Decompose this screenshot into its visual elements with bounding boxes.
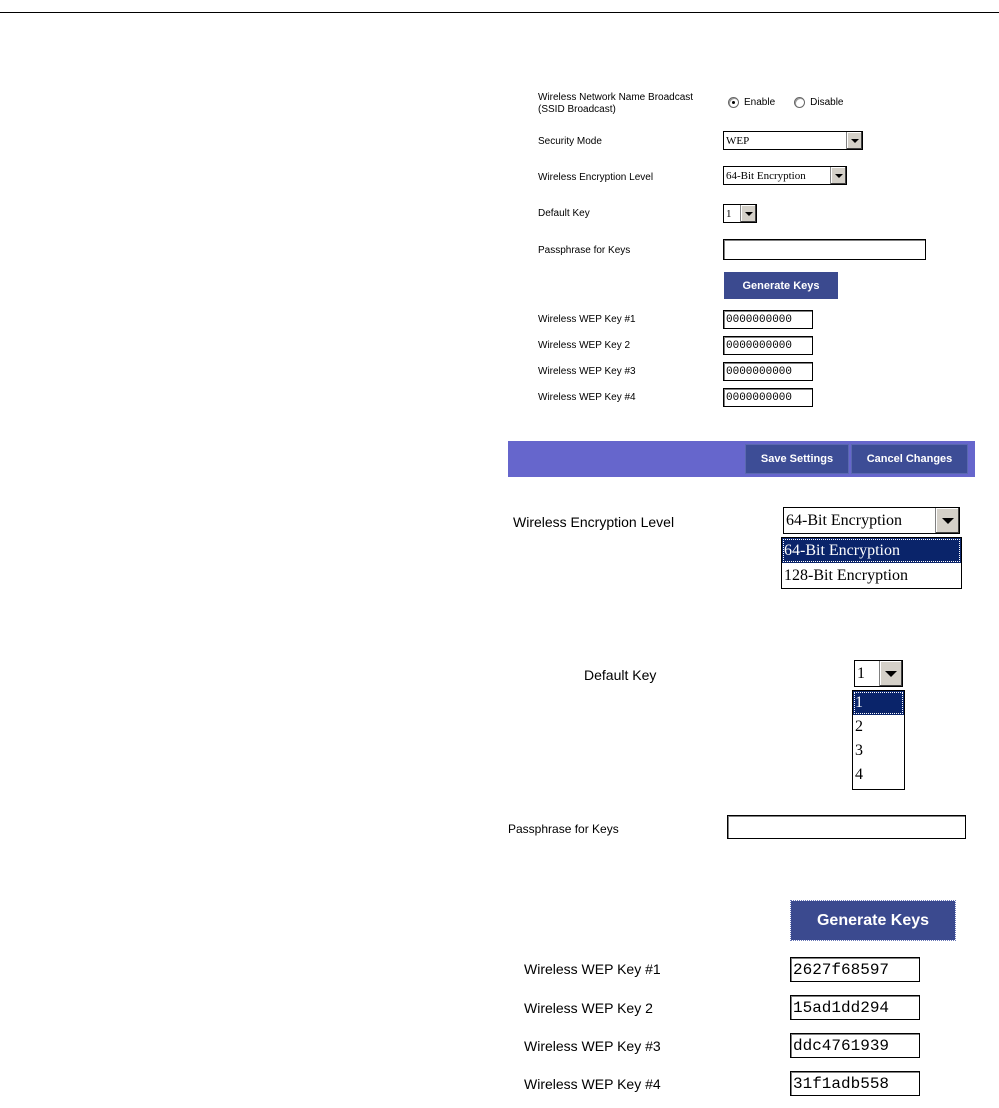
passphrase-label: Passphrase for Keys xyxy=(538,245,631,256)
wep-key-4-input[interactable]: 0000000000 xyxy=(723,388,813,407)
default-key-option-2[interactable]: 2 xyxy=(855,718,863,735)
default-key-value: 1 xyxy=(726,207,732,220)
security-mode-label: Security Mode xyxy=(538,136,602,147)
zoom-passphrase-input[interactable] xyxy=(727,815,966,839)
enable-radio[interactable] xyxy=(728,97,739,108)
zoom-passphrase-label: Passphrase for Keys xyxy=(508,822,619,836)
default-key-option-4[interactable]: 4 xyxy=(855,766,863,783)
wep-key-1-label: Wireless WEP Key #1 xyxy=(538,314,636,325)
chevron-down-icon[interactable] xyxy=(879,661,902,686)
enable-label: Enable xyxy=(744,97,776,108)
wep-key-2-input[interactable]: 0000000000 xyxy=(723,336,813,355)
default-key-option-3[interactable]: 3 xyxy=(855,742,863,759)
wep-key-2-label: Wireless WEP Key 2 xyxy=(538,340,631,351)
zoom-default-key-label: Default Key xyxy=(584,667,657,683)
security-mode-select[interactable] xyxy=(723,131,863,150)
wep-key-4-label: Wireless WEP Key #4 xyxy=(538,392,636,403)
ssid-broadcast-label xyxy=(538,92,693,116)
radio-checked-dot xyxy=(732,101,735,104)
zoom-default-key-value: 1 xyxy=(857,664,865,682)
top-divider xyxy=(0,12,999,13)
ssid-broadcast-label-line1: Wireless Network Name Broadcast xyxy=(538,92,694,103)
wep-key-1-input[interactable]: 0000000000 xyxy=(723,310,813,329)
generate-keys-button[interactable]: Generate Keys xyxy=(724,272,838,299)
security-mode-value: WEP xyxy=(726,134,750,147)
disable-radio[interactable] xyxy=(794,97,805,108)
wep-key-3-label: Wireless WEP Key #3 xyxy=(538,366,636,377)
zoom-wep-key-2-input[interactable]: 15ad1dd294 xyxy=(790,995,920,1020)
zoom-wep-key-3-label: Wireless WEP Key #3 xyxy=(524,1038,661,1054)
zoom-encryption-listbox xyxy=(781,537,962,589)
zoom-wep-key-4-input[interactable]: 31f1adb558 xyxy=(790,1071,920,1096)
zoom-wep-key-4-label: Wireless WEP Key #4 xyxy=(524,1076,661,1092)
zoom-default-key-listbox xyxy=(852,690,905,790)
encryption-option-128[interactable]: 128-Bit Encryption xyxy=(784,566,908,584)
zoom-generate-keys-button[interactable]: Generate Keys xyxy=(791,901,955,940)
zoom-wep-key-1-input[interactable]: 2627f68597 xyxy=(790,957,920,982)
chevron-down-icon[interactable] xyxy=(830,167,846,184)
chevron-down-icon[interactable] xyxy=(740,205,756,222)
encryption-level-value: 64-Bit Encryption xyxy=(726,169,806,182)
encryption-option-64[interactable]: 64-Bit Encryption xyxy=(782,538,961,563)
chevron-down-icon[interactable] xyxy=(846,132,862,149)
zoom-encryption-label: Wireless Encryption Level xyxy=(513,514,675,530)
zoom-wep-key-1-label: Wireless WEP Key #1 xyxy=(524,961,661,977)
passphrase-input[interactable] xyxy=(723,239,926,260)
cancel-changes-button[interactable]: Cancel Changes xyxy=(851,444,968,474)
ssid-broadcast-label-line2: (SSID Broadcast) xyxy=(538,104,616,115)
zoom-wep-key-2-label: Wireless WEP Key 2 xyxy=(524,1000,653,1016)
default-key-label: Default Key xyxy=(538,208,590,219)
disable-label: Disable xyxy=(810,97,844,108)
encryption-level-select[interactable] xyxy=(723,166,847,185)
save-settings-button[interactable]: Save Settings xyxy=(745,444,849,474)
wep-key-3-input[interactable]: 0000000000 xyxy=(723,362,813,381)
ssid-broadcast-options xyxy=(728,97,844,108)
default-key-select[interactable] xyxy=(723,204,757,223)
zoom-wep-key-3-input[interactable]: ddc4761939 xyxy=(790,1033,920,1058)
encryption-level-label: Wireless Encryption Level xyxy=(538,172,654,183)
zoom-encryption-value: 64-Bit Encryption xyxy=(786,511,902,529)
default-key-option-1[interactable]: 1 xyxy=(853,691,904,715)
zoom-default-key-select[interactable] xyxy=(854,660,903,687)
zoom-encryption-select[interactable] xyxy=(783,507,960,534)
chevron-down-icon[interactable] xyxy=(935,508,959,533)
